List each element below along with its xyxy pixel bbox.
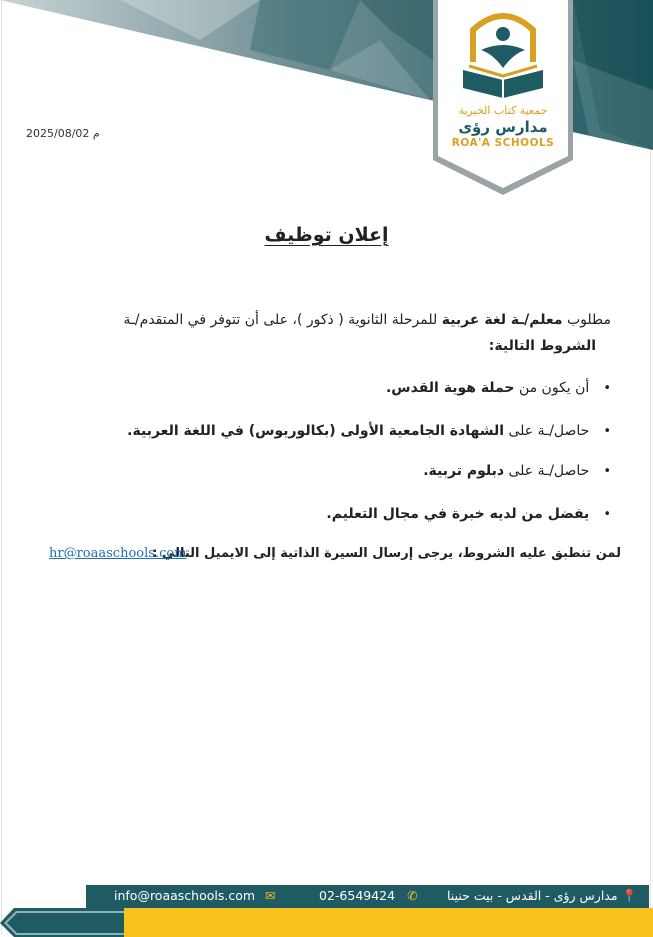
intro-rest: للمرحلة الثانوية ( ذكور )، على أن تتوفر في المتقدم/ـة	[123, 312, 442, 328]
requirement-bold: دبلوم تربية.	[423, 463, 505, 479]
school-logo	[433, 0, 573, 195]
page-title: إعلان توظيف	[264, 224, 389, 246]
hr-email-link[interactable]: hr@roaaschools.com	[49, 546, 187, 561]
footer-phone	[319, 888, 418, 903]
bullet-icon: •	[603, 507, 611, 522]
requirement-item	[386, 380, 611, 396]
requirement-bold: الشهادة الجامعية الأولى (بكالوريوس) في اللغة العربية.	[127, 423, 505, 439]
apply-instructions: لمن تنطبق عليه الشروط، يرجى إرسال السيرة الذاتية إلى الايميل التالي :	[152, 546, 621, 561]
requirement-item	[326, 506, 611, 522]
logo-school-name-ar: مدارس رؤى	[458, 118, 548, 136]
bullet-icon: •	[603, 424, 611, 439]
logo-org-name: جمعية كتاب الخيرية	[458, 104, 548, 117]
requirement-text: أن يكون من	[514, 380, 590, 396]
footer-address	[447, 888, 637, 904]
footer-email-text[interactable]: info@roaaschools.com	[114, 888, 256, 903]
email-icon: ✉	[265, 888, 276, 903]
job-position: معلم/ـة لغة عربية	[441, 312, 563, 328]
footer-address-text: مدارس رؤى - القدس - بيت حنينا	[447, 888, 618, 903]
intro-prefix: مطلوب	[562, 312, 611, 328]
bullet-icon: •	[603, 381, 611, 396]
requirement-bold: حملة هوية القدس.	[385, 380, 515, 396]
footer-phone-text: 02-6549424	[319, 888, 396, 903]
requirement-bold: يفضل من لديه خبرة في مجال التعليم.	[326, 506, 590, 522]
requirement-item	[423, 463, 611, 479]
requirement-item	[127, 423, 611, 439]
bullet-icon: •	[603, 464, 611, 479]
requirement-text: حاصل/ـة على	[504, 423, 590, 439]
phone-icon: ✆	[407, 888, 418, 903]
footer-email	[114, 888, 276, 903]
job-intro	[51, 308, 611, 333]
conditions-heading: الشروط التالية:	[488, 338, 596, 354]
requirement-text: حاصل/ـة على	[504, 463, 590, 479]
footer-accent-stripe	[124, 908, 653, 937]
location-pin-icon: 📍	[621, 888, 638, 903]
document-date: 2025/08/02 م	[26, 127, 100, 140]
logo-school-name-en: ROA'A SCHOOLS	[451, 137, 555, 149]
footer-arrow-shape	[0, 908, 124, 937]
